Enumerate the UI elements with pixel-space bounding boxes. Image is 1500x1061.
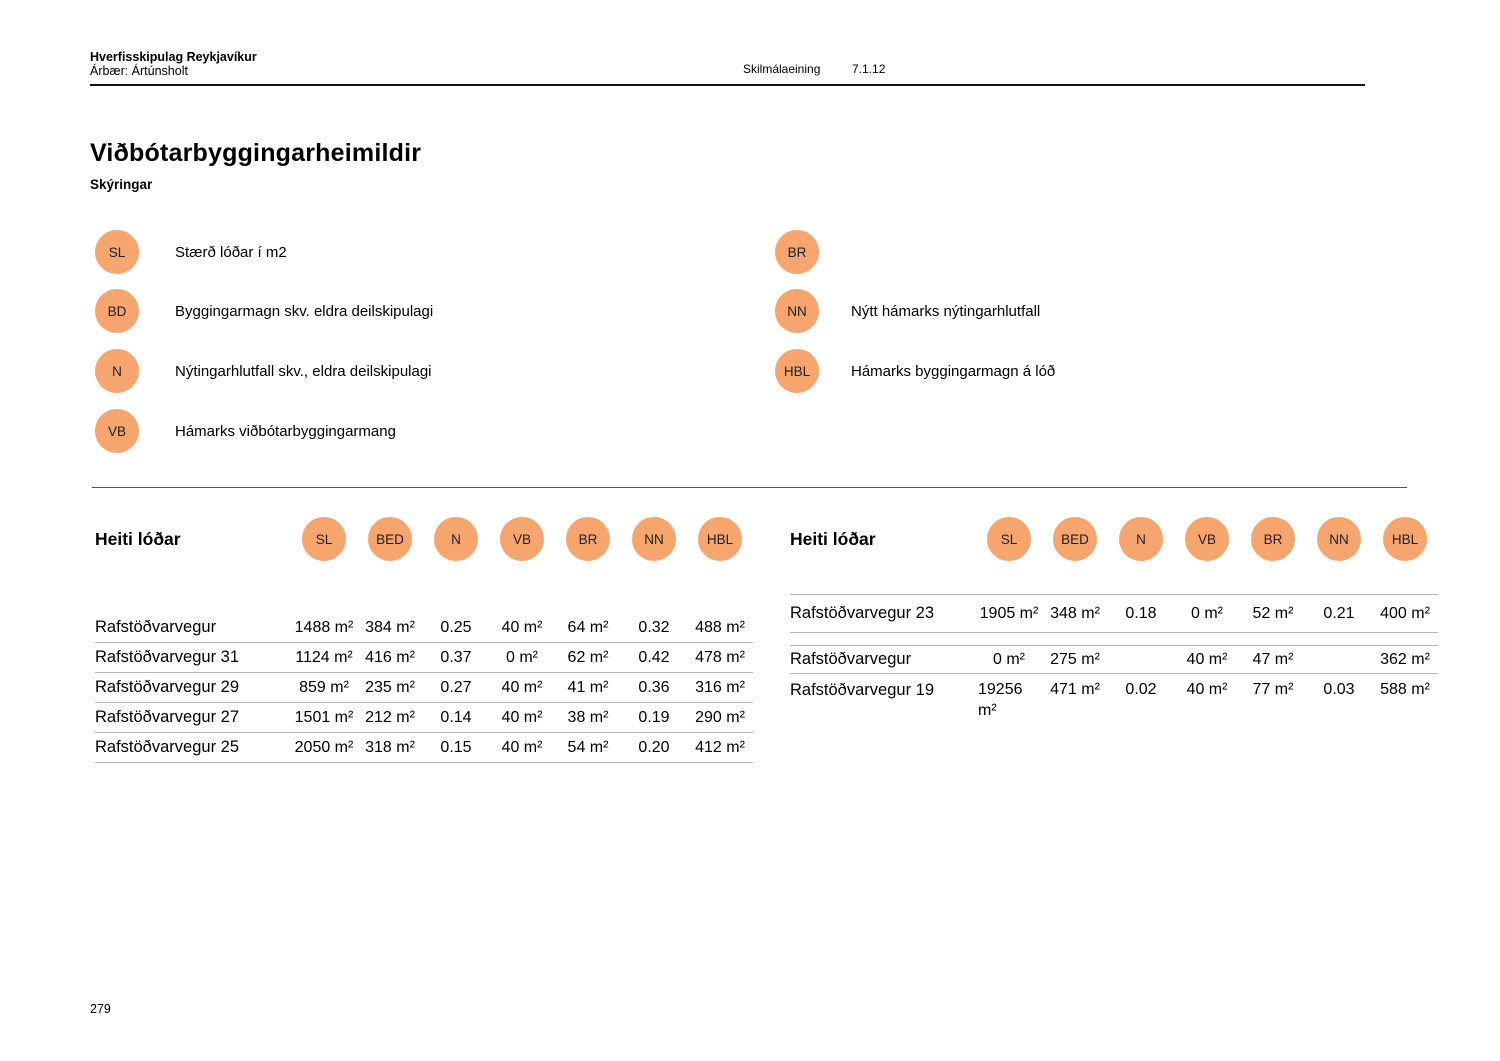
legend-badge-vb: VB	[95, 409, 139, 453]
table-name-header: Heiti lóðar	[790, 528, 876, 549]
row-name: Rafstöðvarvegur 31	[95, 648, 239, 666]
table-row	[95, 703, 753, 733]
row-value: 0.18	[1125, 604, 1157, 622]
row-value: 318 m²	[365, 738, 415, 756]
row-name: Rafstöðvarvegur 19	[790, 681, 934, 699]
row-value: 1905 m²	[979, 604, 1039, 622]
legend-label-vb: Hámarks viðbótarbyggingarmang	[175, 422, 396, 440]
org-title: Hverfisskipulag Reykjavíkur	[90, 50, 257, 64]
row-value: 54 m²	[567, 738, 609, 756]
column-badge-hbl: HBL	[698, 517, 742, 561]
legend-label-n: Nýtingarhlutfall skv., eldra deilskipulagi	[175, 362, 432, 380]
row-value: 0 m²	[1191, 604, 1223, 622]
row-spacer	[790, 633, 1438, 645]
row-value: 0.37	[440, 648, 472, 666]
row-value: 0 m²	[993, 650, 1025, 668]
row-value: 384 m²	[365, 618, 415, 636]
table-name-header: Heiti lóðar	[95, 528, 181, 549]
row-value: 400 m²	[1380, 604, 1430, 622]
column-badge-sl: SL	[987, 517, 1031, 561]
table-row	[95, 613, 753, 643]
table-row	[790, 674, 1438, 728]
row-value: 412 m²	[695, 738, 745, 756]
legend-badge-hbl: HBL	[775, 349, 819, 393]
row-value: 235 m²	[365, 678, 415, 696]
row-value: 40 m²	[501, 678, 543, 696]
column-badge-br: BR	[1251, 517, 1295, 561]
row-name: Rafstöðvarvegur 25	[95, 738, 239, 756]
row-value: 212 m²	[365, 708, 415, 726]
row-value: 859 m²	[299, 678, 349, 696]
row-value: 0.19	[638, 708, 670, 726]
legend-item-n	[95, 349, 432, 393]
legend-item-hbl	[775, 349, 1055, 393]
column-badge-n: N	[1119, 517, 1163, 561]
legend-item-br	[775, 230, 851, 274]
section-divider	[92, 487, 1407, 488]
row-value: 0.02	[1125, 681, 1157, 698]
legend-item-vb	[95, 409, 396, 453]
row-value: 0.20	[638, 738, 670, 756]
column-badge-vb: VB	[500, 517, 544, 561]
legend-label-sl: Stærð lóðar í m2	[175, 243, 287, 261]
legend-badge-br: BR	[775, 230, 819, 274]
section-subtitle: Skýringar	[90, 177, 153, 192]
row-value: 471 m²	[1050, 681, 1100, 698]
table-header-row	[95, 517, 753, 561]
row-value: 0.14	[440, 708, 472, 726]
row-value: 290 m²	[695, 708, 745, 726]
lots-table-left	[95, 517, 753, 763]
legend-item-nn	[775, 289, 1040, 333]
row-value: 488 m²	[695, 618, 745, 636]
table-body	[790, 594, 1438, 728]
row-value: 0.03	[1323, 681, 1355, 698]
table-header-row	[790, 517, 1438, 561]
row-value: 62 m²	[567, 648, 609, 666]
column-badge-n: N	[434, 517, 478, 561]
row-value: 0.21	[1323, 604, 1355, 622]
district-subtitle: Árbær: Ártúnsholt	[90, 64, 188, 78]
row-value: 2050 m²	[294, 738, 354, 756]
row-value: 275 m²	[1050, 650, 1100, 668]
row-value: 1124 m²	[295, 648, 353, 666]
row-value: 47 m²	[1252, 650, 1294, 668]
legend-label-nn: Nýtt hámarks nýtingarhlutfall	[851, 302, 1041, 320]
row-value: 0.36	[638, 678, 670, 696]
row-value: 40 m²	[501, 618, 543, 636]
row-value: 38 m²	[567, 708, 609, 726]
row-value: 0.25	[440, 618, 472, 636]
row-value: 416 m²	[365, 648, 415, 666]
legend-item-bd	[95, 289, 433, 333]
row-value: 1488 m²	[294, 618, 354, 636]
table-body	[95, 613, 753, 763]
column-badge-nn: NN	[632, 517, 676, 561]
row-value: 362 m²	[1380, 650, 1430, 668]
row-name: Rafstöðvarvegur 23	[790, 604, 934, 622]
legend-badge-n: N	[95, 349, 139, 393]
unit-label: Skilmálaeining	[743, 62, 821, 76]
row-name: Rafstöðvarvegur	[95, 618, 217, 636]
row-name: Rafstöðvarvegur 27	[95, 708, 239, 726]
row-value: 0.15	[440, 738, 472, 756]
legend-item-sl	[95, 230, 287, 274]
row-name: Rafstöðvarvegur 29	[95, 678, 239, 696]
table-row	[95, 673, 753, 703]
column-badge-hbl: HBL	[1383, 517, 1427, 561]
page-title: Viðbótarbyggingarheimildir	[90, 139, 422, 167]
row-value: 0.32	[638, 618, 670, 636]
column-badge-bed: BED	[1053, 517, 1097, 561]
unit-code: 7.1.12	[852, 62, 886, 76]
legend-badge-nn: NN	[775, 289, 819, 333]
row-value: 40 m²	[501, 738, 543, 756]
row-value: 1501 m²	[294, 708, 354, 726]
row-value: 64 m²	[567, 618, 609, 636]
table-row	[95, 643, 753, 673]
row-name: Rafstöðvarvegur	[790, 650, 912, 668]
column-badge-vb: VB	[1185, 517, 1229, 561]
row-value: 40 m²	[1186, 650, 1228, 668]
table-row	[95, 733, 753, 763]
column-badge-br: BR	[566, 517, 610, 561]
table-row	[790, 645, 1438, 674]
row-value: 0.42	[638, 648, 670, 666]
column-badge-nn: NN	[1317, 517, 1361, 561]
row-value: 348 m²	[1050, 604, 1100, 622]
column-badge-bed: BED	[368, 517, 412, 561]
legend-badge-sl: SL	[95, 230, 139, 274]
column-badge-sl: SL	[302, 517, 346, 561]
row-value: 0.27	[440, 678, 472, 696]
row-value: 40 m²	[501, 708, 543, 726]
row-value: 0 m²	[506, 648, 538, 666]
lots-table-right	[790, 517, 1438, 728]
row-value: 77 m²	[1252, 681, 1294, 698]
row-value: 40 m²	[1186, 681, 1228, 698]
legend-label-hbl: Hámarks byggingarmagn á lóð	[851, 362, 1056, 380]
row-value: 19256 m²	[978, 681, 1023, 719]
row-value: 316 m²	[695, 678, 745, 696]
row-value: 41 m²	[567, 678, 609, 696]
table-row	[790, 594, 1438, 633]
row-value: 588 m²	[1380, 681, 1430, 698]
row-value: 52 m²	[1252, 604, 1294, 622]
legend-label-bd: Byggingarmagn skv. eldra deilskipulagi	[175, 302, 434, 320]
row-value: 478 m²	[695, 648, 745, 666]
legend-badge-bd: BD	[95, 289, 139, 333]
page-number: 279	[90, 1002, 111, 1016]
header-divider	[90, 84, 1365, 86]
